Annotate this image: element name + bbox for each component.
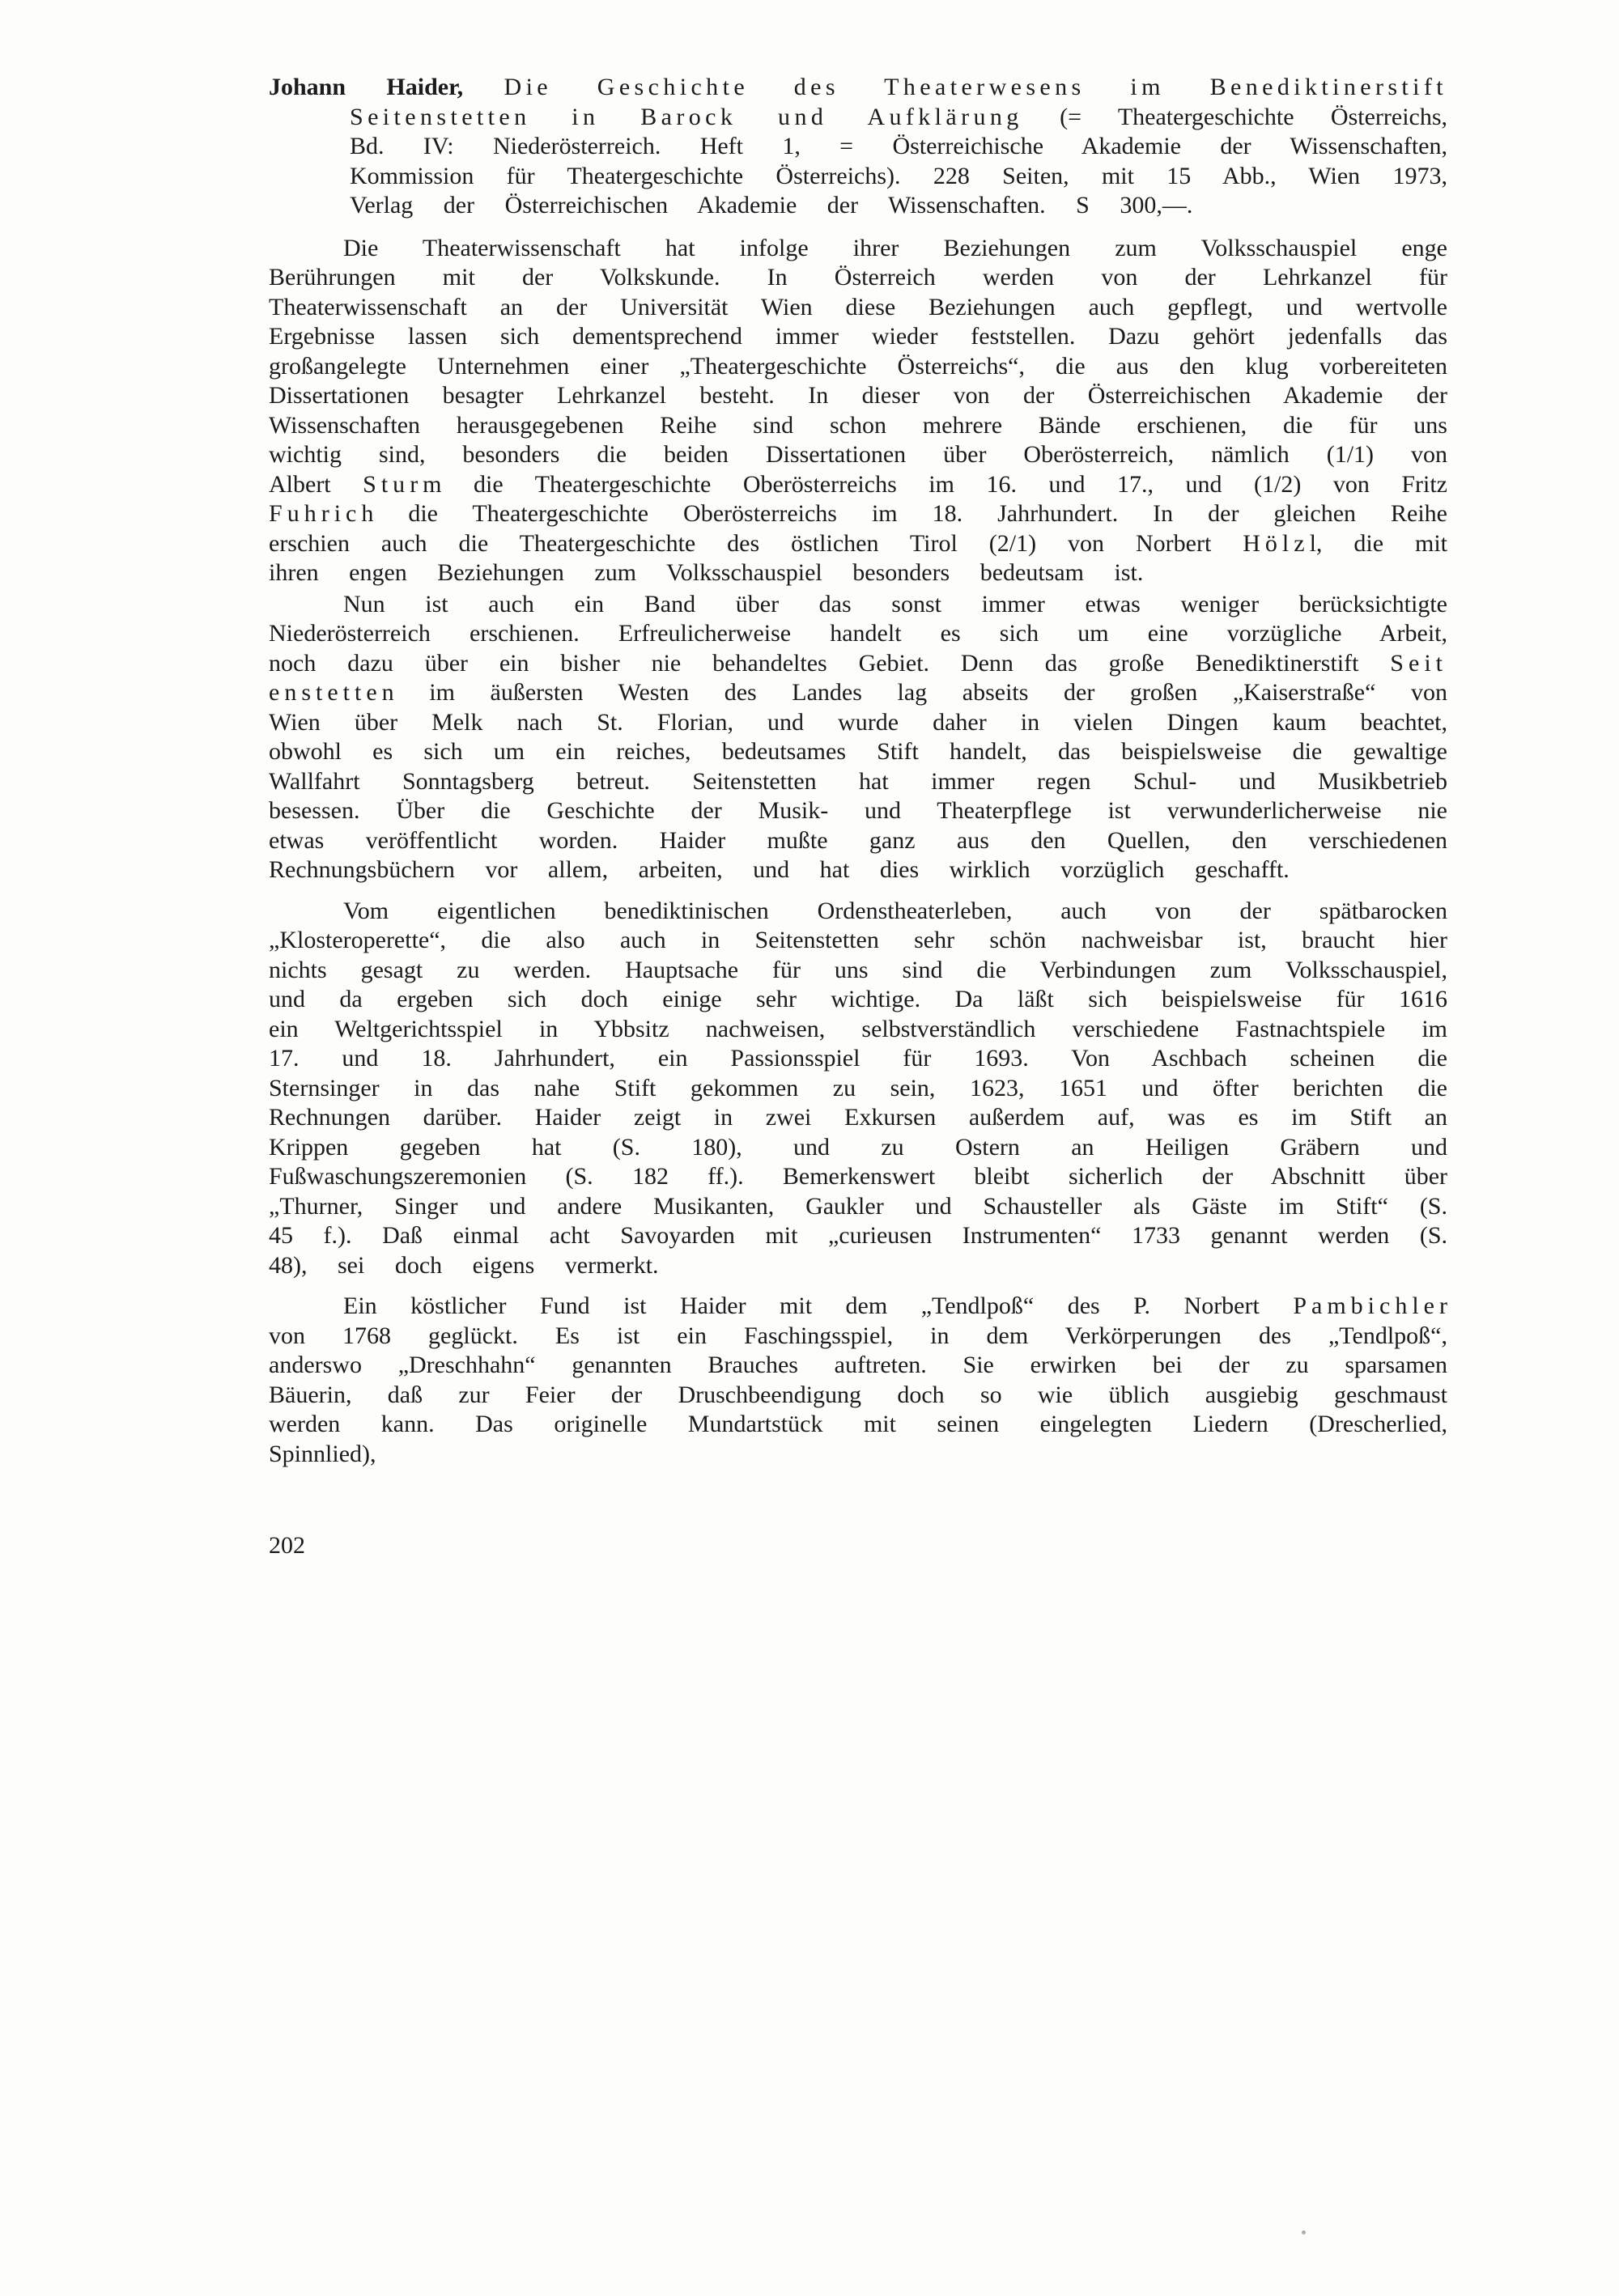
text-block <box>269 73 1447 1560</box>
citation-details: (= Theatergeschichte Österreichs, Bd. IV: Niederösterreich. Heft 1, = Österreichische Akademie der Wissenschaften, Kommission für Theatergeschichte Österreichs). 228 Seiten, mit 15 Abb., Wien 1973, Verlag der Österreichischen Akademie der Wissenschaften. S 300,—. <box>350 103 1448 219</box>
page-number: 202 <box>269 1532 305 1559</box>
bibliographic-citation <box>269 73 1447 221</box>
citation-author: Johann Haider, <box>269 74 464 100</box>
review-paragraph-3: Vom eigentlichen benediktinischen Ordenstheaterleben, auch von der spätbarocken „Klosteroperette“, die also auch in Seitenstetten sehr schön nachweisbar ist, braucht hier nichts gesagt zu werden. Hauptsache für uns sind die Verbindungen zum Volksschauspiel, und da ergeben sich doch einige sehr wichtige. Da läßt sich beispielsweise für 1616 ein Weltgerichtsspiel in Ybbsitz nachweisen, selbstverständlich verschiedene Fastnachtspiele im 17. und 18. Jahrhundert, ein Passionsspiel für 1693. Von Aschbach scheinen die Sternsinger in das nahe Stift gekommen zu sein, 1623, 1651 und öfter berichten die Rechnungen darüber. Haider zeigt in zwei Exkursen außerdem auf, was es im Stift an Krippen gegeben hat (S. 180), und zu Ostern an Heiligen Gräbern und Fußwaschungszeremonien (S. 182 ff.). Bemerkenswert bleibt sicherlich der Abschnitt über „Thurner, Singer und andere Musikanten, Gaukler und Schausteller als Gäste im Stift“ (S. 45 f.). Daß einmal acht Savoyarden mit „curieusen Instrumenten“ 1733 genannt werden (S. 48), sei doch eigens vermerkt. <box>269 897 1447 1279</box>
review-paragraph-2: Nun ist auch ein Band über das sonst immer etwas weniger berücksichtigte Niederösterreich erschienen. Erfreulicherweise handelt es sich um eine vorzügliche Arbeit, noch dazu über ein bisher nie behandeltes Gebiet. Denn das große Benediktinerstift S e i t e n s t e t t e n im äußersten Westen des Landes lag abseits der großen „Kaiserstraße“ von Wien über Melk nach St. Florian, und wurde daher in vielen Dingen kaum beachtet, obwohl es sich um ein reiches, bedeutsames Stift handelt, das beispielsweise die gewaltige Wallfahrt Sonntagsberg betreut. Seitenstetten hat immer regen Schul- und Musikbetrieb besessen. Über die Geschichte der Musik- und Theaterpflege ist verwunderlicherweise nie etwas veröffentlicht worden. Haider mußte ganz aus den Quellen, den verschiedenen Rechnungsbüchern vor allem, arbeiten, und hat dies wirklich vorzüglich geschafft. <box>269 590 1447 883</box>
review-paragraph-4: Ein köstlicher Fund ist Haider mit dem „Tendlpoß“ des P. Norbert P a m b i c h l e r von 1768 geglückt. Es ist ein Faschingsspiel, in dem Verkörperungen des „Tendlpoß“, anderswo „Dreschhahn“ genannten Brauches auftreten. Sie erwirken bei der zu sparsamen Bäuerin, daß zur Feier der Druschbeendigung doch so wie üblich ausgiebig geschmaust werden kann. Das originelle Mundartstück mit seinen eingelegten Liedern (Drescherlied, Spinnlied), <box>269 1292 1447 1467</box>
scan-artifact-dot <box>1302 2230 1306 2234</box>
review-paragraph-1: Die Theaterwissenschaft hat infolge ihrer Beziehungen zum Volksschauspiel enge Berührungen mit der Volkskunde. In Österreich werden von der Lehrkanzel für Theaterwissenschaft an der Universität Wien diese Beziehungen auch gepflegt, und wertvolle Ergebnisse lassen sich dementsprechend immer wieder feststellen. Dazu gehört jedenfalls das großangelegte Unternehmen einer „Theatergeschichte Österreichs“, die aus den klug vorbereiteten Dissertationen besagter Lehrkanzel besteht. In dieser von der Österreichischen Akademie der Wissenschaften herausgegebenen Reihe sind schon mehrere Bände erschienen, die für uns wichtig sind, besonders die beiden Dissertationen über Oberösterreich, nämlich (1/1) von Albert S t u r m die Theatergeschichte Oberösterreichs im 16. und 17., und (1/2) von Fritz F u h r i c h die Theatergeschichte Oberösterreichs im 18. Jahrhundert. In der gleichen Reihe erschien auch die Theatergeschichte des östlichen Tirol (2/1) von Norbert H ö l z l, die mit ihren engen Beziehungen zum Volksschauspiel besonders bedeutsam ist. <box>269 234 1447 586</box>
citation-title: Die Geschichte des Theaterwesens im Benediktinerstift Seitenstetten in Barock und Aufklärung <box>350 74 1447 130</box>
